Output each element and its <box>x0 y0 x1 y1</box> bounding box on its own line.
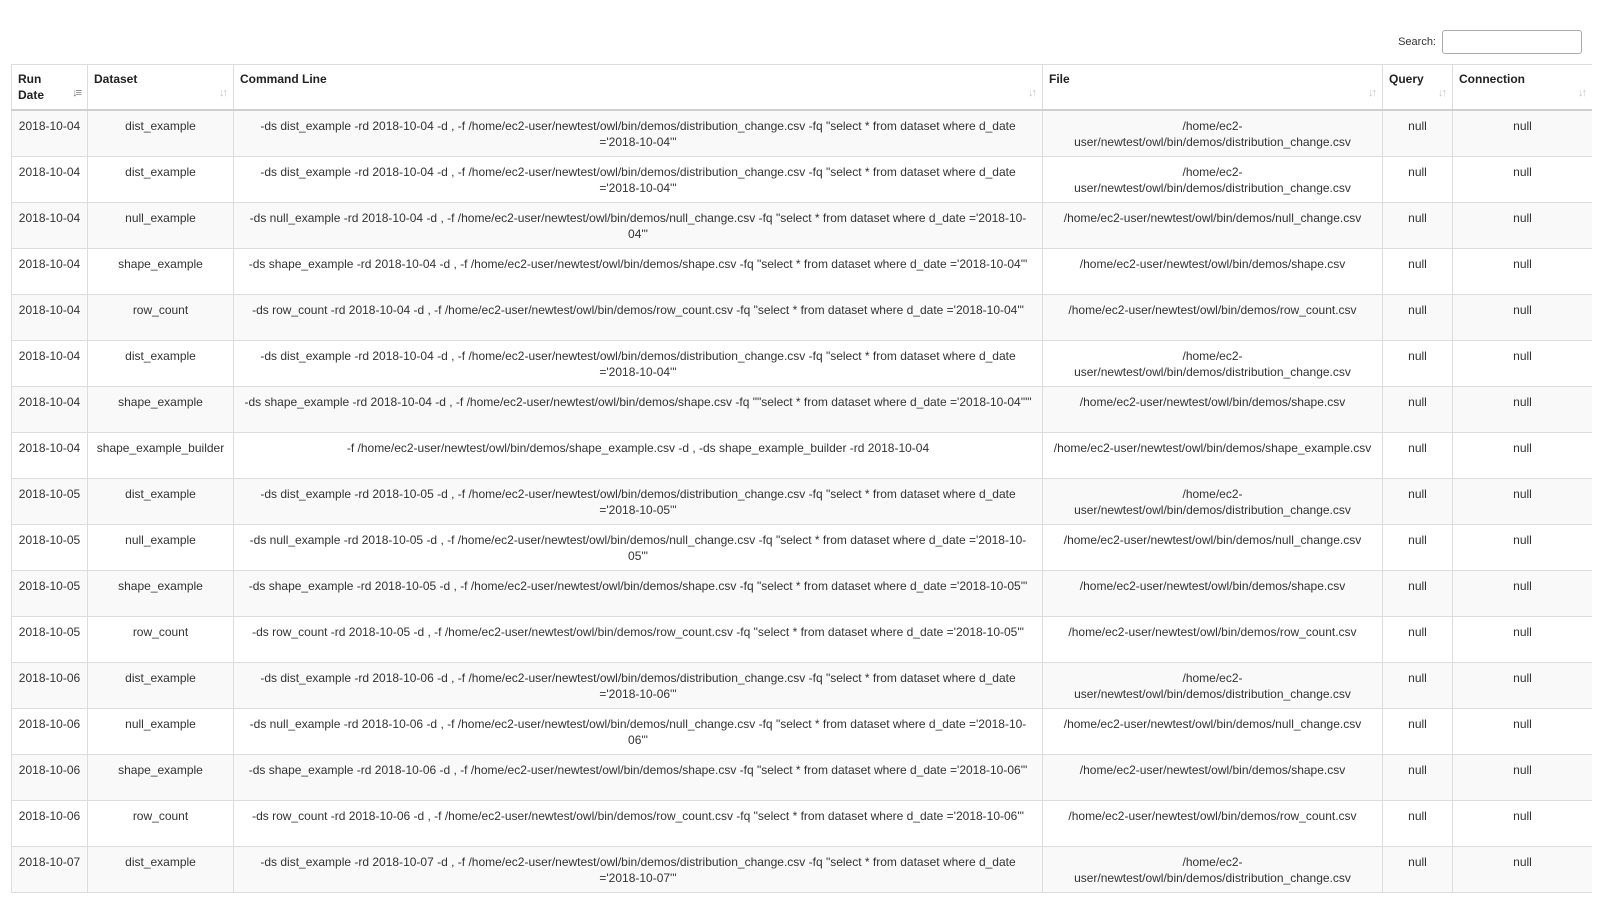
cell-connection: null <box>1453 295 1593 341</box>
table-row[interactable] <box>12 709 1593 755</box>
table-row[interactable] <box>12 295 1593 341</box>
cell-dataset: row_count <box>88 617 234 663</box>
cell-connection: null <box>1453 203 1593 249</box>
cell-command-line: -ds shape_example -rd 2018-10-04 -d , -f /home/ec2-user/newtest/owl/bin/demos/shape.csv -fq ""select * from dataset where d_date ='2018-10-04'"" <box>234 387 1043 433</box>
cell-file: /home/ec2-user/newtest/owl/bin/demos/null_change.csv <box>1043 203 1383 249</box>
table-row[interactable] <box>12 525 1593 571</box>
cell-query: null <box>1383 341 1453 387</box>
cell-connection: null <box>1453 110 1593 157</box>
cell-file: /home/ec2-user/newtest/owl/bin/demos/shape.csv <box>1043 387 1383 433</box>
cell-run-date: 2018-10-06 <box>12 755 88 801</box>
cell-file: /home/ec2-user/newtest/owl/bin/demos/shape.csv <box>1043 249 1383 295</box>
cell-dataset: null_example <box>88 525 234 571</box>
sort-icon[interactable]: ↓↑ <box>219 87 226 99</box>
cell-query: null <box>1383 433 1453 479</box>
cell-dataset: shape_example <box>88 249 234 295</box>
sort-icon[interactable]: ↓↑ <box>1028 87 1035 99</box>
table-header-row <box>12 65 1593 111</box>
cell-run-date: 2018-10-06 <box>12 663 88 709</box>
cell-command-line: -ds dist_example -rd 2018-10-06 -d , -f /home/ec2-user/newtest/owl/bin/demos/distribution_change.csv -fq "select * from dataset where d_date ='2018-10-06'" <box>234 663 1043 709</box>
cell-file: /home/ec2-user/newtest/owl/bin/demos/null_change.csv <box>1043 709 1383 755</box>
cell-file: /home/ec2-user/newtest/owl/bin/demos/row_count.csv <box>1043 295 1383 341</box>
table-row[interactable] <box>12 801 1593 847</box>
column-header-dataset[interactable] <box>88 65 234 111</box>
cell-command-line: -ds shape_example -rd 2018-10-05 -d , -f /home/ec2-user/newtest/owl/bin/demos/shape.csv -fq "select * from dataset where d_date ='2018-10-05'" <box>234 571 1043 617</box>
table-row[interactable] <box>12 847 1593 893</box>
cell-query: null <box>1383 295 1453 341</box>
cell-query: null <box>1383 110 1453 157</box>
cell-command-line: -ds null_example -rd 2018-10-05 -d , -f /home/ec2-user/newtest/owl/bin/demos/null_change.csv -fq "select * from dataset where d_date ='2018-10-05'" <box>234 525 1043 571</box>
cell-command-line: -ds shape_example -rd 2018-10-04 -d , -f /home/ec2-user/newtest/owl/bin/demos/shape.csv -fq "select * from dataset where d_date ='2018-10-04'" <box>234 249 1043 295</box>
cell-query: null <box>1383 617 1453 663</box>
search-bar <box>1398 30 1582 54</box>
cell-run-date: 2018-10-04 <box>12 249 88 295</box>
column-header-query[interactable] <box>1383 65 1453 111</box>
cell-query: null <box>1383 249 1453 295</box>
cell-dataset: null_example <box>88 203 234 249</box>
cell-file: /home/ec2-user/newtest/owl/bin/demos/distribution_change.csv <box>1043 479 1383 525</box>
cell-run-date: 2018-10-07 <box>12 847 88 893</box>
cell-dataset: shape_example <box>88 387 234 433</box>
table-row[interactable] <box>12 249 1593 295</box>
cell-query: null <box>1383 387 1453 433</box>
cell-command-line: -ds null_example -rd 2018-10-06 -d , -f /home/ec2-user/newtest/owl/bin/demos/null_change.csv -fq "select * from dataset where d_date ='2018-10-06'" <box>234 709 1043 755</box>
cell-command-line: -ds dist_example -rd 2018-10-07 -d , -f /home/ec2-user/newtest/owl/bin/demos/distribution_change.csv -fq "select * from dataset where d_date ='2018-10-07'" <box>234 847 1043 893</box>
cell-command-line: -ds shape_example -rd 2018-10-06 -d , -f /home/ec2-user/newtest/owl/bin/demos/shape.csv -fq "select * from dataset where d_date ='2018-10-06'" <box>234 755 1043 801</box>
cell-command-line: -ds row_count -rd 2018-10-05 -d , -f /home/ec2-user/newtest/owl/bin/demos/row_count.csv -fq "select * from dataset where d_date ='2018-10-05'" <box>234 617 1043 663</box>
cell-connection: null <box>1453 709 1593 755</box>
cell-run-date: 2018-10-05 <box>12 571 88 617</box>
table-row[interactable] <box>12 571 1593 617</box>
table-row[interactable] <box>12 755 1593 801</box>
cell-command-line: -ds row_count -rd 2018-10-06 -d , -f /home/ec2-user/newtest/owl/bin/demos/row_count.csv -fq "select * from dataset where d_date ='2018-10-06'" <box>234 801 1043 847</box>
table-row[interactable] <box>12 663 1593 709</box>
cell-run-date: 2018-10-04 <box>12 110 88 157</box>
cell-file: /home/ec2-user/newtest/owl/bin/demos/null_change.csv <box>1043 525 1383 571</box>
column-label: File <box>1049 72 1070 86</box>
cell-file: /home/ec2-user/newtest/owl/bin/demos/distribution_change.csv <box>1043 663 1383 709</box>
cell-run-date: 2018-10-04 <box>12 203 88 249</box>
cell-dataset: dist_example <box>88 110 234 157</box>
cell-dataset: dist_example <box>88 847 234 893</box>
table-body <box>12 110 1593 893</box>
cell-connection: null <box>1453 387 1593 433</box>
column-header-run-date[interactable] <box>12 65 88 111</box>
search-input[interactable] <box>1442 30 1582 54</box>
cell-file: /home/ec2-user/newtest/owl/bin/demos/shape.csv <box>1043 755 1383 801</box>
cell-connection: null <box>1453 847 1593 893</box>
column-header-command-line[interactable] <box>234 65 1043 111</box>
cell-dataset: shape_example_builder <box>88 433 234 479</box>
cell-dataset: row_count <box>88 295 234 341</box>
cell-connection: null <box>1453 249 1593 295</box>
cell-connection: null <box>1453 433 1593 479</box>
cell-dataset: shape_example <box>88 755 234 801</box>
cell-query: null <box>1383 203 1453 249</box>
cell-connection: null <box>1453 617 1593 663</box>
runs-table <box>11 64 1592 893</box>
cell-connection: null <box>1453 801 1593 847</box>
column-label: Run Date <box>18 72 45 102</box>
table-row[interactable] <box>12 479 1593 525</box>
table-row[interactable] <box>12 617 1593 663</box>
search-label: Search: <box>1398 36 1436 48</box>
cell-run-date: 2018-10-04 <box>12 157 88 203</box>
cell-dataset: row_count <box>88 801 234 847</box>
column-label: Command Line <box>240 72 327 86</box>
cell-file: /home/ec2-user/newtest/owl/bin/demos/shape_example.csv <box>1043 433 1383 479</box>
cell-dataset: dist_example <box>88 479 234 525</box>
cell-query: null <box>1383 663 1453 709</box>
cell-file: /home/ec2-user/newtest/owl/bin/demos/row_count.csv <box>1043 801 1383 847</box>
cell-file: /home/ec2-user/newtest/owl/bin/demos/distribution_change.csv <box>1043 110 1383 157</box>
cell-run-date: 2018-10-04 <box>12 295 88 341</box>
cell-file: /home/ec2-user/newtest/owl/bin/demos/row_count.csv <box>1043 617 1383 663</box>
column-label: Dataset <box>94 72 138 86</box>
cell-file: /home/ec2-user/newtest/owl/bin/demos/distribution_change.csv <box>1043 847 1383 893</box>
table-row[interactable] <box>12 203 1593 249</box>
cell-query: null <box>1383 709 1453 755</box>
table-row[interactable] <box>12 110 1593 157</box>
sort-ascending-icon[interactable]: ↓≡ <box>72 87 80 99</box>
cell-dataset: dist_example <box>88 341 234 387</box>
sort-icon[interactable]: ↓↑ <box>1578 87 1585 99</box>
cell-command-line: -ds null_example -rd 2018-10-04 -d , -f /home/ec2-user/newtest/owl/bin/demos/null_change.csv -fq "select * from dataset where d_date ='2018-10-04'" <box>234 203 1043 249</box>
cell-query: null <box>1383 157 1453 203</box>
cell-dataset: dist_example <box>88 157 234 203</box>
cell-connection: null <box>1453 157 1593 203</box>
table-row[interactable] <box>12 157 1593 203</box>
cell-command-line: -ds dist_example -rd 2018-10-04 -d , -f /home/ec2-user/newtest/owl/bin/demos/distribution_change.csv -fq "select * from dataset where d_date ='2018-10-04'" <box>234 110 1043 157</box>
cell-run-date: 2018-10-04 <box>12 387 88 433</box>
cell-connection: null <box>1453 341 1593 387</box>
cell-dataset: null_example <box>88 709 234 755</box>
cell-file: /home/ec2-user/newtest/owl/bin/demos/distribution_change.csv <box>1043 341 1383 387</box>
table-row[interactable] <box>12 341 1593 387</box>
cell-file: /home/ec2-user/newtest/owl/bin/demos/shape.csv <box>1043 571 1383 617</box>
cell-connection: null <box>1453 755 1593 801</box>
cell-run-date: 2018-10-06 <box>12 801 88 847</box>
table-row[interactable] <box>12 387 1593 433</box>
cell-command-line: -ds dist_example -rd 2018-10-05 -d , -f /home/ec2-user/newtest/owl/bin/demos/distribution_change.csv -fq "select * from dataset where d_date ='2018-10-05'" <box>234 479 1043 525</box>
cell-command-line: -f /home/ec2-user/newtest/owl/bin/demos/shape_example.csv -d , -ds shape_example_builder -rd 2018-10-04 <box>234 433 1043 479</box>
cell-run-date: 2018-10-05 <box>12 525 88 571</box>
cell-connection: null <box>1453 663 1593 709</box>
cell-command-line: -ds dist_example -rd 2018-10-04 -d , -f /home/ec2-user/newtest/owl/bin/demos/distribution_change.csv -fq "select * from dataset where d_date ='2018-10-04'" <box>234 341 1043 387</box>
cell-dataset: shape_example <box>88 571 234 617</box>
cell-connection: null <box>1453 525 1593 571</box>
cell-file: /home/ec2-user/newtest/owl/bin/demos/distribution_change.csv <box>1043 157 1383 203</box>
column-header-file[interactable] <box>1043 65 1383 111</box>
cell-run-date: 2018-10-04 <box>12 341 88 387</box>
cell-command-line: -ds dist_example -rd 2018-10-04 -d , -f /home/ec2-user/newtest/owl/bin/demos/distribution_change.csv -fq "select * from dataset where d_date ='2018-10-04'" <box>234 157 1043 203</box>
cell-connection: null <box>1453 479 1593 525</box>
cell-query: null <box>1383 571 1453 617</box>
cell-query: null <box>1383 801 1453 847</box>
sort-icon[interactable]: ↓↑ <box>1368 87 1375 99</box>
column-label: Connection <box>1459 72 1525 86</box>
sort-icon[interactable]: ↓↑ <box>1438 87 1445 99</box>
cell-query: null <box>1383 479 1453 525</box>
column-header-connection[interactable] <box>1453 65 1593 111</box>
cell-query: null <box>1383 755 1453 801</box>
cell-run-date: 2018-10-05 <box>12 617 88 663</box>
cell-query: null <box>1383 847 1453 893</box>
cell-dataset: dist_example <box>88 663 234 709</box>
cell-command-line: -ds row_count -rd 2018-10-04 -d , -f /home/ec2-user/newtest/owl/bin/demos/row_count.csv -fq "select * from dataset where d_date ='2018-10-04'" <box>234 295 1043 341</box>
runs-table-container <box>11 64 1592 899</box>
cell-query: null <box>1383 525 1453 571</box>
cell-run-date: 2018-10-06 <box>12 709 88 755</box>
cell-connection: null <box>1453 571 1593 617</box>
column-label: Query <box>1389 72 1424 86</box>
cell-run-date: 2018-10-04 <box>12 433 88 479</box>
cell-run-date: 2018-10-05 <box>12 479 88 525</box>
table-row[interactable] <box>12 433 1593 479</box>
